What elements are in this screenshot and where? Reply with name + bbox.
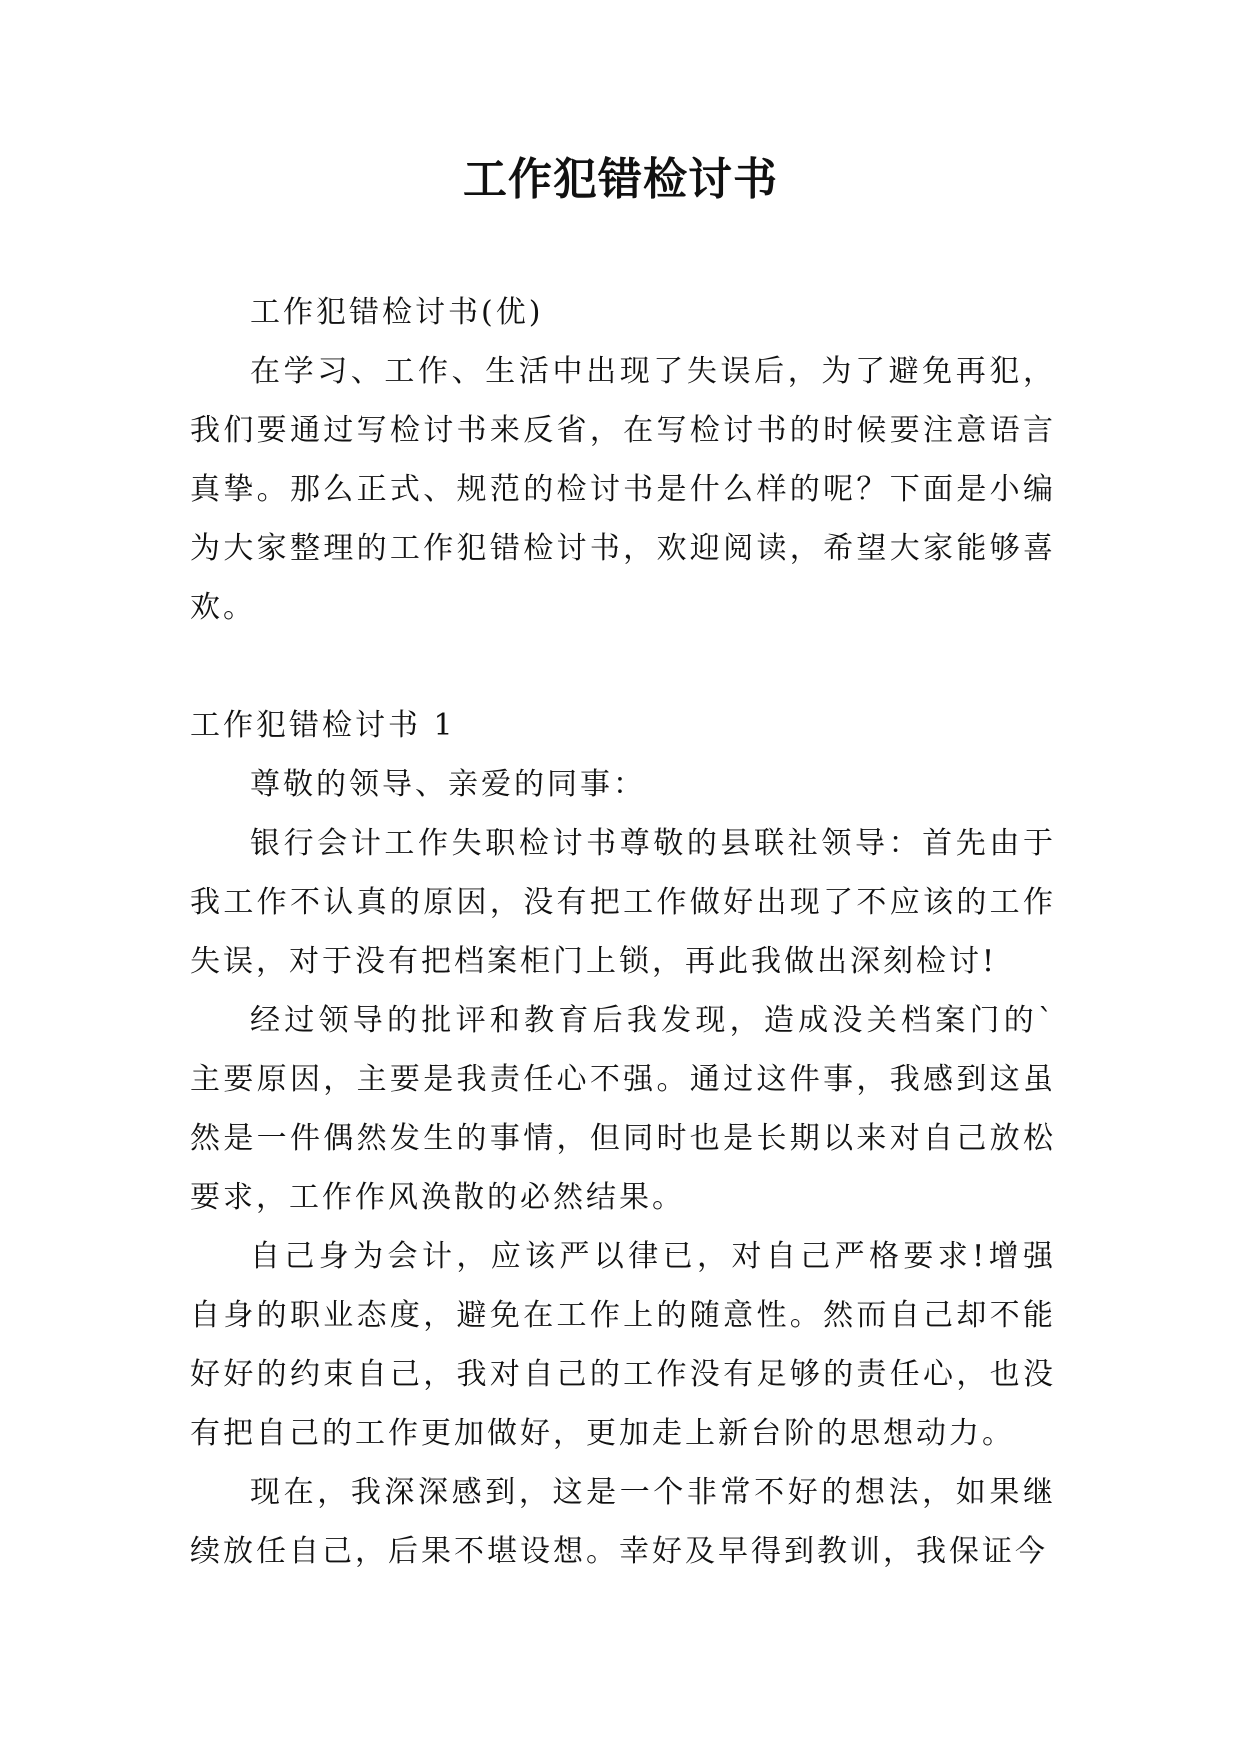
body-paragraph: 自己身为会计，应该严以律已，对自己严格要求!增强自身的职业态度，避免在工作上的随意性。然而自己却不能好好的约束自己，我对自己的工作没有足够的责任心，也没有把自己的工作更加做好，更加走上新台阶的思想动力。 [190,1239,1056,1451]
subtitle-paragraph: 工作犯错检讨书(优) [250,295,544,330]
body-paragraph: 现在，我深深感到，这是一个非常不好的想法，如果继续放任自己，后果不堪设想。幸好及早得到教训，我保证今 [190,1475,1056,1569]
document-title: 工作犯错检讨书 [463,154,778,205]
salutation-paragraph: 尊敬的领导、亲爱的同事： [250,767,646,802]
body-paragraph: 银行会计工作失职检讨书尊敬的县联社领导：首先由于我工作不认真的原因，没有把工作做好出现了不应该的工作失误，对于没有把档案柜门上锁，再此我做出深刻检讨! [190,826,1056,979]
section-heading: 工作犯错检讨书 1 [190,708,456,743]
body-paragraph: 经过领导的批评和教育后我发现，造成没关档案门的`主要原因，主要是我责任心不强。通过这件事，我感到这虽然是一件偶然发生的事情，但同时也是长期以来对自己放松要求，工作作风涣散的必然结果。 [190,1003,1056,1215]
paragraph-gap [190,637,1056,696]
document-body [190,283,1056,1581]
intro-paragraph: 在学习、工作、生活中出现了失误后，为了避免再犯，我们要通过写检讨书来反省，在写检讨书的时候要注意语言真挚。那么正式、规范的检讨书是什么样的呢？下面是小编为大家整理的工作犯错检讨书，欢迎阅读，希望大家能够喜欢。 [190,354,1056,625]
